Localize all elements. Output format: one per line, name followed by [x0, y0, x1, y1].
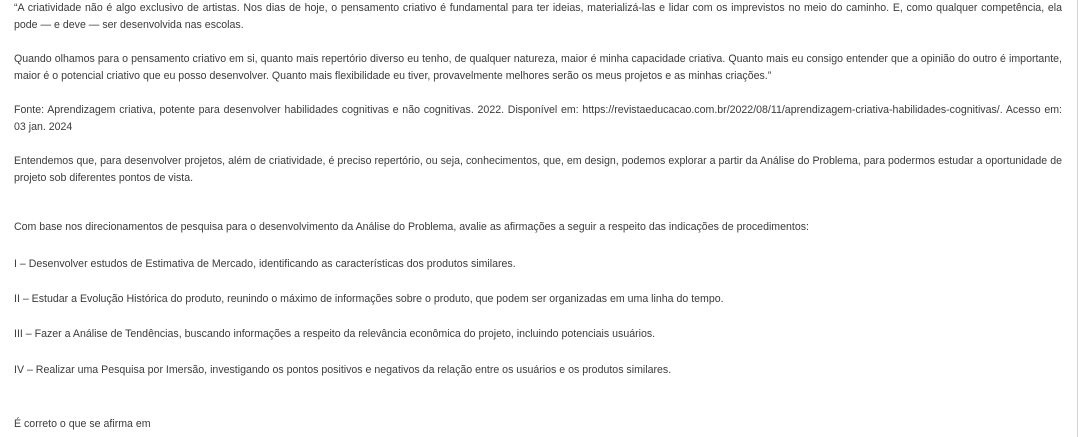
statement-item-3: III – Fazer a Análise de Tendências, buscando informações a respeito da relevância econômica do projeto, incluindo potenciais usuários.	[14, 328, 656, 340]
quote-paragraph-1: “A criatividade não é algo exclusivo de artistas. Nos dias de hoje, o pensamento criativo é fundamental para ter ideias, materializá-las e lidar com os imprevistos no meio do caminho. E, como qualquer competência, ela pode — e deve — ser desenvolvida nas escolas.	[14, 2, 1062, 31]
source-citation: Fonte: Aprendizagem criativa, potente para desenvolver habilidades cognitivas e não cognitivas. 2022. Disponível em: https://revistaeducacao.com.br/2022/08/11/aprendizagem-criativa-habilidades-cognitivas/. Acesso em: 03 jan. 2024	[14, 104, 1062, 133]
quote-paragraph-2: Quando olhamos para o pensamento criativo em si, quanto mais repertório diverso eu tenho, de qualquer natureza, maior é minha capacidade criativa. Quanto mais eu consigo entender que a opinião do outro é importante, maior é o potencial criativo que eu posso desenvolver. Quanto mais flexibilidade eu tiver, provavelmente melhores serão os meus projetos e as minhas criações.”	[14, 53, 1062, 82]
prompt-text: Com base nos direcionamentos de pesquisa para o desenvolvimento da Análise do Problema, avalie as afirmações a seguir a respeito das indicações de procedimentos:	[14, 221, 809, 233]
question-stem: É correto o que se afirma em	[14, 418, 151, 430]
statement-item-1: I – Desenvolver estudos de Estimativa de Mercado, identificando as características dos produtos similares.	[14, 258, 516, 270]
statement-item-4: IV – Realizar uma Pesquisa por Imersão, investigando os pontos positivos e negativos da relação entre os usuários e os produtos similares.	[14, 364, 672, 376]
panel-divider	[1077, 0, 1078, 437]
statement-item-2: II – Estudar a Evolução Histórica do produto, reunindo o máximo de informações sobre o produto, que podem ser organizadas em uma linha do tempo.	[14, 293, 724, 305]
context-paragraph: Entendemos que, para desenvolver projetos, além de criatividade, é preciso repertório, ou seja, conhecimentos, que, em design, podemos explorar a partir da Análise do Problema, para podermos estudar a oportunidade de projeto sob diferentes pontos de vista.	[14, 155, 1062, 184]
